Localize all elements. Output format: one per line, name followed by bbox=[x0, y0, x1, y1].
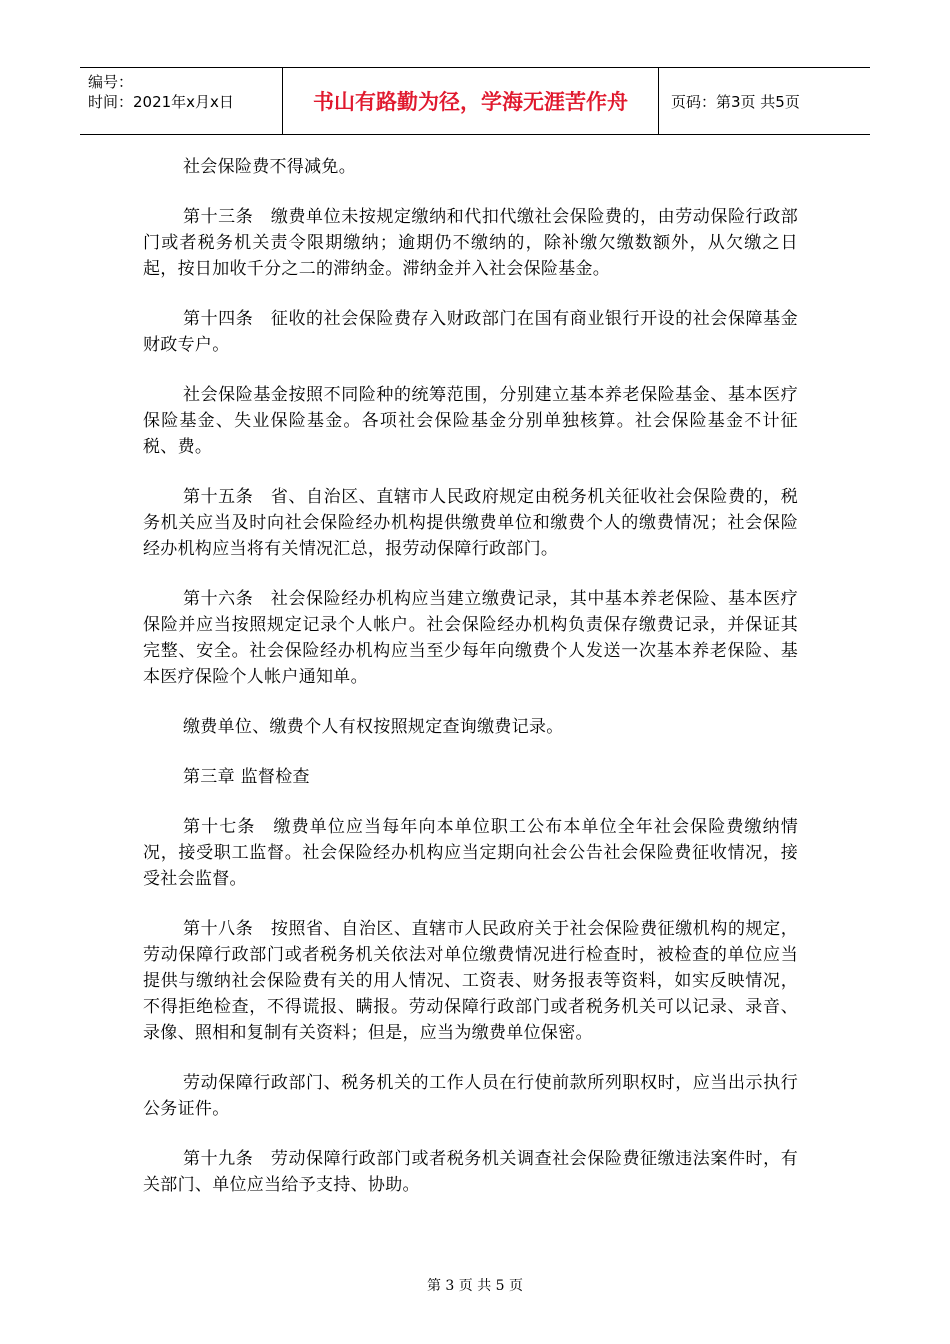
paragraph: 缴费单位、缴费个人有权按照规定查询缴费记录。 bbox=[183, 717, 564, 737]
document-number-label: 编号： bbox=[88, 73, 134, 91]
chapter-heading: 第三章 监督检查 bbox=[183, 767, 310, 787]
paragraph: 社会保险费不得减免。 bbox=[183, 157, 356, 177]
footer-page-number: 第 3 页 共 5 页 bbox=[426, 1278, 524, 1294]
page-footer bbox=[0, 1275, 950, 1295]
paragraph-article-16: 第十六条 社会保险经办机构应当建立缴费记录，其中基本养老保险、基本医疗保险并应当按照规定记录个人帐户。社会保险经办机构负责保存缴费记录，并保证其完整、安全。社会保险经办机构应当至少每年向缴费个人发送一次基本养老保险、基本医疗保险个人帐户通知单。 bbox=[143, 589, 798, 687]
paragraph-article-13: 第十三条 缴费单位未按规定缴纳和代扣代缴社会保险费的，由劳动保险行政部门或者税务机关责令限期缴纳；逾期仍不缴纳的，除补缴欠缴数额外，从欠缴之日起，按日加收千分之二的滞纳金。滞纳金并入社会保险基金。 bbox=[143, 207, 798, 279]
motto-text: 书山有路勤为径，学海无涯苦作舟 bbox=[313, 90, 628, 114]
header-motto bbox=[283, 68, 659, 134]
paragraph: 劳动保障行政部门、税务机关的工作人员在行使前款所列职权时，应当出示执行公务证件。 bbox=[143, 1073, 798, 1119]
paragraph-article-15: 第十五条 省、自治区、直辖市人民政府规定由税务机关征收社会保险费的，税务机关应当及时向社会保险经办机构提供缴费单位和缴费个人的缴费情况；社会保险经办机构应当将有关情况汇总，报劳动保障行政部门。 bbox=[143, 487, 798, 559]
document-body bbox=[143, 154, 798, 1222]
header-page-code bbox=[659, 68, 870, 134]
paragraph-article-14: 第十四条 征收的社会保险费存入财政部门在国有商业银行开设的社会保障基金财政专户。 bbox=[143, 309, 798, 355]
document-time-label: 时间：2021年x月x日 bbox=[88, 93, 234, 111]
page-header bbox=[80, 67, 870, 135]
paragraph-article-17: 第十七条 缴费单位应当每年向本单位职工公布本单位全年社会保险费缴纳情况，接受职工监督。社会保险经办机构应当定期向社会公告社会保险费征收情况，接受社会监督。 bbox=[143, 817, 798, 889]
paragraph-article-19: 第十九条 劳动保障行政部门或者税务机关调查社会保险费征缴违法案件时，有关部门、单位应当给予支持、协助。 bbox=[143, 1149, 798, 1195]
page-code-text: 页码：第3页 共5页 bbox=[671, 92, 800, 111]
paragraph-article-18: 第十八条 按照省、自治区、直辖市人民政府关于社会保险费征缴机构的规定，劳动保障行政部门或者税务机关依法对单位缴费情况进行检查时，被检查的单位应当提供与缴纳社会保险费有关的用人情况、工资表、财务报表等资料，如实反映情况，不得拒绝检查，不得谎报、瞒报。劳动保障行政部门或者税务机关可以记录、录音、录像、照相和复制有关资料；但是，应当为缴费单位保密。 bbox=[143, 919, 798, 1043]
paragraph: 社会保险基金按照不同险种的统筹范围，分别建立基本养老保险基金、基本医疗保险基金、失业保险基金。各项社会保险基金分别单独核算。社会保险基金不计征税、费。 bbox=[143, 385, 798, 457]
header-meta bbox=[80, 68, 283, 134]
